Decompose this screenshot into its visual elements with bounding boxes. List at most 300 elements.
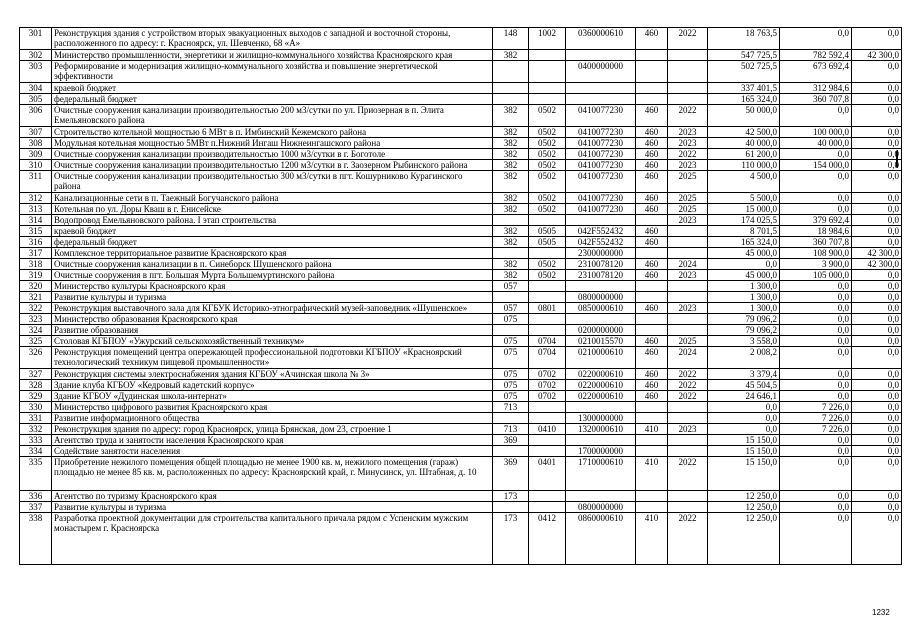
cell-year: 2022 [668, 105, 708, 127]
cell-code-target: 0850000610 [566, 303, 636, 314]
cell-code-admin: 057 [493, 281, 529, 292]
cell-amount-1: 3 379,4 [708, 369, 780, 380]
cell-name: Министерство промышленности, энергетики и жилищно-коммунального хозяйства Красноярского края [52, 50, 493, 61]
cell-code-target: 0360000610 [566, 28, 636, 50]
cell-code-section: 0704 [529, 347, 566, 369]
cell-code-admin: 382 [493, 193, 529, 204]
cell-code-admin: 173 [493, 491, 529, 502]
cell-amount-1: 45 000,0 [708, 270, 780, 281]
cell-code-admin: 382 [493, 259, 529, 270]
cell-amount-2: 0,0 [780, 391, 852, 402]
cell-amount-3: 0,0 [852, 513, 902, 565]
cell-code-section [529, 402, 566, 413]
cell-amount-1: 547 725,5 [708, 50, 780, 61]
cell-row-number: 334 [20, 446, 52, 457]
cell-code-expense: 410 [636, 457, 668, 491]
table-row [20, 61, 902, 83]
cell-year [668, 226, 708, 237]
cell-name: Строительство котельной мощностью 6 МВт в п. Имбинский Кежемского района [52, 127, 493, 138]
cell-code-admin: 382 [493, 204, 529, 215]
cell-code-expense [636, 248, 668, 259]
cell-name: Реконструкция здания по адресу: город Красноярск, улица Брянская, дом 23, строение 1 [52, 424, 493, 435]
cell-row-number: 311 [20, 171, 52, 193]
cell-amount-2: 360 707,8 [780, 94, 852, 105]
cell-code-expense: 460 [636, 303, 668, 314]
cell-code-expense: 410 [636, 424, 668, 435]
cell-code-expense: 460 [636, 237, 668, 248]
cell-code-expense: 460 [636, 270, 668, 281]
cell-row-number: 315 [20, 226, 52, 237]
cell-amount-1: 2 008,2 [708, 347, 780, 369]
cell-amount-2: 673 692,4 [780, 61, 852, 83]
cell-amount-2: 0,0 [780, 292, 852, 303]
cell-code-section: 0502 [529, 160, 566, 171]
cell-code-target: 0210000610 [566, 347, 636, 369]
cell-code-admin: 369 [493, 457, 529, 491]
cell-code-section: 0505 [529, 237, 566, 248]
cell-row-number: 337 [20, 502, 52, 513]
cell-code-target [566, 491, 636, 502]
cell-code-section [529, 435, 566, 446]
cell-amount-1: 1 300,0 [708, 292, 780, 303]
cell-code-section: 0702 [529, 391, 566, 402]
cell-code-expense: 460 [636, 171, 668, 193]
cell-code-admin: 075 [493, 347, 529, 369]
cell-name: краевой бюджет [52, 83, 493, 94]
cell-year: 2024 [668, 347, 708, 369]
cell-amount-2: 100 000,0 [780, 127, 852, 138]
table-row [20, 193, 902, 204]
cell-code-admin [493, 502, 529, 513]
cell-amount-3: 0,0 [852, 281, 902, 292]
cell-year [668, 491, 708, 502]
cell-name: Реконструкция помещений центра опережающей профессиональной подготовки КГБПОУ «Красноярский технологический техникум пищевой промышленности» [52, 347, 493, 369]
cell-name: Котельная по ул. Доры Кваш в г. Енисейске [52, 204, 493, 215]
cell-amount-1: 24 646,1 [708, 391, 780, 402]
cell-amount-3: 0,0 [852, 402, 902, 413]
cell-code-section: 0410 [529, 424, 566, 435]
cell-code-section: 0412 [529, 513, 566, 565]
cell-row-number: 326 [20, 347, 52, 369]
cell-name: Приобретение нежилого помещения общей площадью не менее 1900 кв. м, нежилого помещения (гараж) площадью не менее 85 кв. м, расположенных по адресу: Красноярский край, г. Минусинск, ул. Штабная, д. 10 [52, 457, 493, 491]
cell-amount-3: 0,0 [852, 369, 902, 380]
cell-amount-2: 0,0 [780, 149, 852, 160]
cell-amount-3: 0,0 [852, 347, 902, 369]
cell-code-expense: 460 [636, 138, 668, 149]
cell-year [668, 402, 708, 413]
cell-year [668, 281, 708, 292]
cell-code-section: 0505 [529, 226, 566, 237]
cell-code-target [566, 281, 636, 292]
cell-amount-1: 61 200,0 [708, 149, 780, 160]
cell-amount-2: 0,0 [780, 502, 852, 513]
cell-row-number: 307 [20, 127, 52, 138]
cell-code-admin: 075 [493, 336, 529, 347]
cell-amount-3: 42 300,0 [852, 50, 902, 61]
cell-code-section [529, 502, 566, 513]
cell-code-admin [493, 413, 529, 424]
table-row [20, 270, 902, 281]
cell-year: 2022 [668, 380, 708, 391]
cell-amount-2: 0,0 [780, 513, 852, 565]
table-row [20, 171, 902, 193]
cell-name: Комплексное территориальное развитие Красноярского края [52, 248, 493, 259]
cell-code-section: 0502 [529, 204, 566, 215]
cell-name: Столовая КГБПОУ «Ужурский сельскохозяйственный техникум» [52, 336, 493, 347]
cell-name: Содействие занятости населения [52, 446, 493, 457]
cell-amount-2: 0,0 [780, 28, 852, 50]
table-row [20, 380, 902, 391]
cell-code-target: 0410077230 [566, 204, 636, 215]
cell-code-admin: 382 [493, 149, 529, 160]
cell-amount-1: 1 300,0 [708, 281, 780, 292]
cell-code-target: 0220000610 [566, 380, 636, 391]
cell-name: Разработка проектной документации для строительства капитального причала рядом с Успенским мужским монастырем г. Красноярска [52, 513, 493, 565]
cell-code-admin: 173 [493, 513, 529, 565]
cell-amount-1: 165 324,0 [708, 94, 780, 105]
cell-amount-2: 0,0 [780, 281, 852, 292]
cell-code-admin: 075 [493, 391, 529, 402]
cell-amount-2: 379 692,4 [780, 215, 852, 226]
cell-code-target [566, 94, 636, 105]
cell-code-expense [636, 215, 668, 226]
cell-code-expense: 460 [636, 160, 668, 171]
table-row [20, 513, 902, 565]
scan-mark [896, 150, 901, 168]
cell-year: 2023 [668, 270, 708, 281]
cell-code-admin: 382 [493, 237, 529, 248]
cell-code-target: 0800000000 [566, 502, 636, 513]
cell-code-expense: 460 [636, 193, 668, 204]
cell-code-expense [636, 413, 668, 424]
cell-year: 2022 [668, 391, 708, 402]
cell-row-number: 324 [20, 325, 52, 336]
cell-code-admin: 382 [493, 171, 529, 193]
cell-code-admin: 713 [493, 402, 529, 413]
table-row [20, 160, 902, 171]
cell-row-number: 306 [20, 105, 52, 127]
cell-amount-3: 0,0 [852, 237, 902, 248]
table-row [20, 347, 902, 369]
cell-row-number: 335 [20, 457, 52, 491]
cell-code-admin: 382 [493, 226, 529, 237]
table-row [20, 369, 902, 380]
cell-amount-3: 0,0 [852, 292, 902, 303]
cell-year: 2025 [668, 204, 708, 215]
cell-code-target: 2310078120 [566, 270, 636, 281]
cell-code-admin: 382 [493, 127, 529, 138]
cell-row-number: 322 [20, 303, 52, 314]
cell-amount-1: 40 000,0 [708, 138, 780, 149]
cell-name: Реконструкция системы электроснабжения здания КГБОУ «Ачинская школа № 3» [52, 369, 493, 380]
cell-amount-2: 360 707,8 [780, 237, 852, 248]
cell-amount-3: 0,0 [852, 149, 902, 160]
cell-amount-2: 0,0 [780, 446, 852, 457]
table-row [20, 402, 902, 413]
cell-code-target: 1320000610 [566, 424, 636, 435]
cell-amount-1: 15 150,0 [708, 435, 780, 446]
table-row [20, 457, 902, 491]
cell-year [668, 325, 708, 336]
cell-amount-2: 7 226,0 [780, 424, 852, 435]
table-row [20, 491, 902, 502]
cell-amount-2: 0,0 [780, 457, 852, 491]
cell-code-admin [493, 292, 529, 303]
cell-code-expense [636, 435, 668, 446]
cell-amount-3: 0,0 [852, 424, 902, 435]
table-row [20, 446, 902, 457]
cell-year: 2023 [668, 160, 708, 171]
cell-row-number: 329 [20, 391, 52, 402]
cell-amount-2: 0,0 [780, 314, 852, 325]
cell-amount-3: 42 300,0 [852, 259, 902, 270]
cell-code-target [566, 435, 636, 446]
cell-code-expense: 460 [636, 259, 668, 270]
cell-row-number: 323 [20, 314, 52, 325]
cell-row-number: 328 [20, 380, 52, 391]
cell-code-target: 0800000000 [566, 292, 636, 303]
cell-year [668, 292, 708, 303]
cell-amount-1: 79 096,2 [708, 325, 780, 336]
cell-code-admin: 369 [493, 435, 529, 446]
cell-amount-2: 105 000,0 [780, 270, 852, 281]
cell-year: 2025 [668, 336, 708, 347]
cell-code-section: 0401 [529, 457, 566, 491]
cell-amount-3: 42 300,0 [852, 248, 902, 259]
cell-row-number: 314 [20, 215, 52, 226]
cell-code-expense [636, 402, 668, 413]
cell-code-admin: 057 [493, 303, 529, 314]
cell-amount-3: 0,0 [852, 193, 902, 204]
cell-row-number: 308 [20, 138, 52, 149]
cell-name: Очистные сооружения в пгт. Большая Мурта Большемуртинского района [52, 270, 493, 281]
cell-amount-1: 42 500,0 [708, 127, 780, 138]
cell-code-target: 2300000000 [566, 248, 636, 259]
cell-code-expense: 460 [636, 380, 668, 391]
cell-amount-1: 110 000,0 [708, 160, 780, 171]
cell-code-expense: 460 [636, 204, 668, 215]
cell-amount-3: 0,0 [852, 160, 902, 171]
cell-row-number: 312 [20, 193, 52, 204]
cell-code-admin: 382 [493, 105, 529, 127]
cell-code-admin [493, 325, 529, 336]
cell-amount-3: 0,0 [852, 105, 902, 127]
cell-amount-1: 50 000,0 [708, 105, 780, 127]
cell-amount-3: 0,0 [852, 380, 902, 391]
cell-code-admin [493, 215, 529, 226]
cell-code-expense: 460 [636, 347, 668, 369]
cell-code-admin: 382 [493, 160, 529, 171]
cell-amount-2: 0,0 [780, 204, 852, 215]
cell-code-section: 0502 [529, 259, 566, 270]
cell-amount-3: 0,0 [852, 303, 902, 314]
cell-code-section: 0502 [529, 171, 566, 193]
cell-name: Реконструкция здания с устройством вторых эвакуационных выходов с западной и восточной стороны, расположенного по адресу: г. Красноярск, ул. Шевченко, 68 «А» [52, 28, 493, 50]
cell-year [668, 435, 708, 446]
cell-name: Развитие информационного общества [52, 413, 493, 424]
cell-amount-3: 0,0 [852, 83, 902, 94]
cell-code-section [529, 94, 566, 105]
cell-code-admin [493, 446, 529, 457]
cell-code-expense: 460 [636, 226, 668, 237]
cell-amount-3: 0,0 [852, 502, 902, 513]
cell-amount-3: 0,0 [852, 215, 902, 226]
cell-code-target: 0410077230 [566, 127, 636, 138]
cell-code-target: 1700000000 [566, 446, 636, 457]
cell-code-section: 1002 [529, 28, 566, 50]
cell-name: федеральный бюджет [52, 237, 493, 248]
cell-name: Агентство труда и занятости населения Красноярского края [52, 435, 493, 446]
cell-code-section: 0502 [529, 105, 566, 127]
cell-amount-2: 7 226,0 [780, 402, 852, 413]
cell-year [668, 413, 708, 424]
cell-year: 2022 [668, 513, 708, 565]
table-row [20, 281, 902, 292]
cell-row-number: 327 [20, 369, 52, 380]
cell-code-section: 0702 [529, 369, 566, 380]
cell-code-expense: 460 [636, 105, 668, 127]
cell-code-section [529, 215, 566, 226]
cell-amount-2: 312 984,6 [780, 83, 852, 94]
cell-name: Здание клуба КГБОУ «Кедровый кадетский корпус» [52, 380, 493, 391]
cell-year [668, 83, 708, 94]
cell-amount-2: 0,0 [780, 491, 852, 502]
cell-code-expense [636, 491, 668, 502]
cell-code-target: 0410077230 [566, 105, 636, 127]
cell-code-target: 0220000610 [566, 391, 636, 402]
cell-row-number: 320 [20, 281, 52, 292]
cell-code-section [529, 248, 566, 259]
cell-amount-3: 0,0 [852, 435, 902, 446]
cell-amount-2: 0,0 [780, 193, 852, 204]
cell-name: Модульная котельная мощностью 5МВт п.Нижний Ингаш Нижнеингашского района [52, 138, 493, 149]
cell-code-target [566, 402, 636, 413]
cell-amount-1: 12 250,0 [708, 491, 780, 502]
cell-row-number: 321 [20, 292, 52, 303]
cell-amount-1: 1 300,0 [708, 303, 780, 314]
cell-amount-3: 0,0 [852, 138, 902, 149]
cell-code-expense [636, 83, 668, 94]
cell-amount-3: 0,0 [852, 204, 902, 215]
cell-code-expense: 460 [636, 391, 668, 402]
cell-code-section [529, 314, 566, 325]
cell-code-admin [493, 61, 529, 83]
cell-code-section [529, 446, 566, 457]
cell-code-target [566, 314, 636, 325]
table-row [20, 336, 902, 347]
cell-name: Развитие культуры и туризма [52, 292, 493, 303]
cell-amount-1: 0,0 [708, 424, 780, 435]
cell-amount-2: 0,0 [780, 336, 852, 347]
cell-row-number: 325 [20, 336, 52, 347]
cell-code-expense [636, 325, 668, 336]
cell-amount-1: 3 558,0 [708, 336, 780, 347]
cell-code-section [529, 491, 566, 502]
cell-row-number: 317 [20, 248, 52, 259]
cell-amount-1: 165 324,0 [708, 237, 780, 248]
cell-name: Очистные сооружения канализации производительностью 300 м3/сутки в пгт. Кошурниково Курагинского района [52, 171, 493, 193]
cell-code-section [529, 413, 566, 424]
cell-amount-2: 0,0 [780, 325, 852, 336]
cell-year: 2023 [668, 303, 708, 314]
cell-code-expense: 460 [636, 149, 668, 160]
cell-row-number: 313 [20, 204, 52, 215]
cell-amount-3: 0,0 [852, 61, 902, 83]
cell-amount-2: 782 592,4 [780, 50, 852, 61]
cell-row-number: 310 [20, 160, 52, 171]
cell-code-admin: 382 [493, 270, 529, 281]
cell-code-expense: 460 [636, 28, 668, 50]
cell-code-expense [636, 61, 668, 83]
cell-code-expense: 460 [636, 127, 668, 138]
table-row [20, 94, 902, 105]
cell-name: Министерство образования Красноярского края [52, 314, 493, 325]
cell-name: краевой бюджет [52, 226, 493, 237]
cell-name: Канализационные сети в п. Таежный Богучанского района [52, 193, 493, 204]
cell-code-target: 1710000610 [566, 457, 636, 491]
cell-amount-3: 0,0 [852, 446, 902, 457]
cell-code-section: 0502 [529, 127, 566, 138]
cell-row-number: 304 [20, 83, 52, 94]
cell-name: федеральный бюджет [52, 94, 493, 105]
cell-amount-3: 0,0 [852, 491, 902, 502]
cell-code-admin: 713 [493, 424, 529, 435]
cell-code-admin: 382 [493, 50, 529, 61]
cell-name: Министерство культуры Красноярского края [52, 281, 493, 292]
table-row [20, 226, 902, 237]
cell-amount-3: 0,0 [852, 94, 902, 105]
cell-amount-1: 18 763,5 [708, 28, 780, 50]
cell-name: Здание КГБОУ «Дудинская школа-интернат» [52, 391, 493, 402]
cell-amount-2: 7 226,0 [780, 413, 852, 424]
cell-amount-1: 15 000,0 [708, 204, 780, 215]
cell-amount-2: 0,0 [780, 435, 852, 446]
cell-code-section: 0801 [529, 303, 566, 314]
cell-amount-3: 0,0 [852, 28, 902, 50]
page-number: 1232 [872, 608, 890, 617]
cell-amount-2: 40 000,0 [780, 138, 852, 149]
cell-amount-3: 0,0 [852, 457, 902, 491]
cell-code-section: 0502 [529, 149, 566, 160]
cell-amount-3: 0,0 [852, 336, 902, 347]
cell-code-target: 0410077230 [566, 193, 636, 204]
table-row [20, 314, 902, 325]
cell-amount-2: 0,0 [780, 380, 852, 391]
cell-code-section: 0502 [529, 138, 566, 149]
table-row [20, 105, 902, 127]
cell-code-admin: 148 [493, 28, 529, 50]
cell-code-admin [493, 94, 529, 105]
cell-name: Очистные сооружения канализации в п. Синеборск Шушенского района [52, 259, 493, 270]
cell-amount-1: 8 701,5 [708, 226, 780, 237]
cell-code-section: 0502 [529, 270, 566, 281]
table-row [20, 215, 902, 226]
cell-code-target: 0410077230 [566, 160, 636, 171]
cell-row-number: 316 [20, 237, 52, 248]
cell-amount-1: 0,0 [708, 413, 780, 424]
cell-code-admin: 075 [493, 380, 529, 391]
cell-code-section: 0502 [529, 193, 566, 204]
cell-year [668, 502, 708, 513]
cell-year: 2025 [668, 193, 708, 204]
cell-name: Развитие культуры и туризма [52, 502, 493, 513]
cell-amount-1: 12 250,0 [708, 502, 780, 513]
cell-amount-2: 3 900,0 [780, 259, 852, 270]
cell-name: Очистные сооружения канализации производительностью 1000 м3/сутки в г. Боготоле [52, 149, 493, 160]
cell-amount-1: 4 500,0 [708, 171, 780, 193]
table-row [20, 248, 902, 259]
cell-amount-3: 0,0 [852, 171, 902, 193]
